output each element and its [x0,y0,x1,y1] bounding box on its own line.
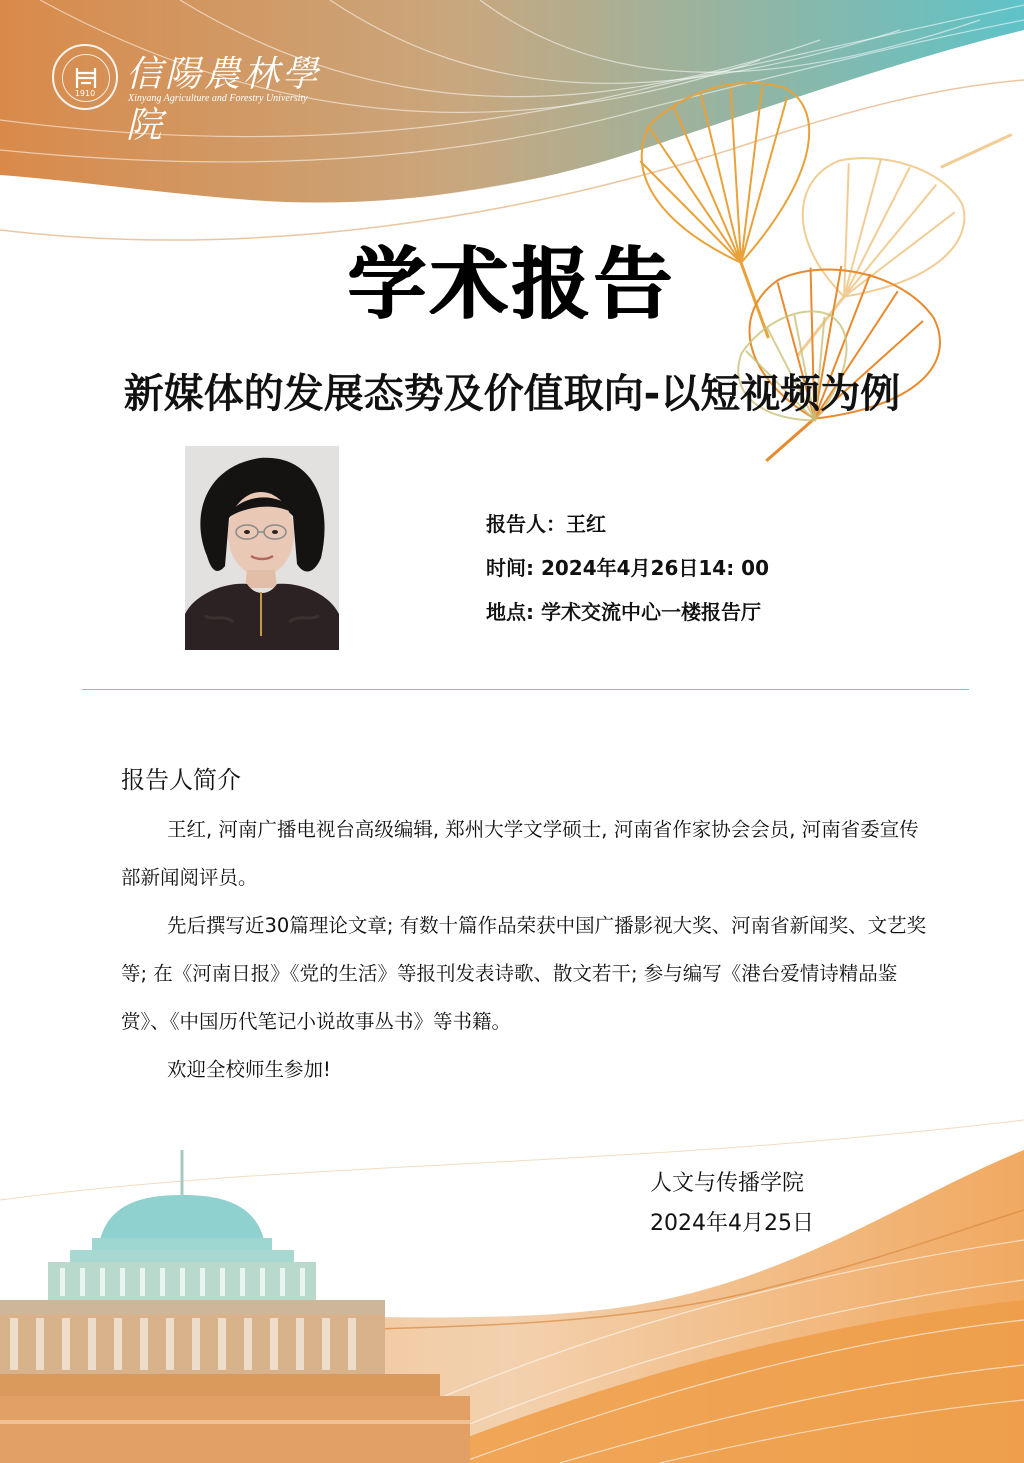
report-info [486,508,769,640]
seal-year: 1910 [74,89,96,98]
location-line: 地点: 学术交流中心一楼报告厅 [486,600,761,624]
university-seal-icon [52,44,118,110]
speaker-line: 报告人：王红 [486,512,606,536]
signature-block [650,1164,814,1244]
bio-paragraph: 先后撰写近30篇理论文章; 有数十篇作品荣获中国广播影视大奖、河南省新闻奖、文艺奖等; 在《河南日报》《党的生活》等报刊发表诗歌、散文若干; 参与编写《港台爱情诗精品鉴赏》、《中国历代笔记小说故事丛书》等书籍。 [121,914,927,1033]
university-logo [52,44,352,146]
university-name-en: Xinyang Agriculture and Forestry University [128,93,308,104]
section-divider [82,689,969,690]
bio-paragraph: 王红, 河南广播电视台高级编辑, 郑州大学文学硕士, 河南省作家协会会员, 河南省委宣传部新闻阅评员。 [121,818,919,889]
bio-body [121,806,929,1094]
report-subtitle: 新媒体的发展态势及价值取向-以短视频为例 [123,371,901,417]
organizer-name: 人文与传播学院 [650,1171,805,1196]
bio-paragraph: 欢迎全校师生参加! [167,1058,331,1081]
issue-date: 2024年4月25日 [650,1211,814,1236]
page-title: 学术报告 [347,240,676,330]
seal-emblem-icon [73,65,99,91]
bio-heading: 报告人简介 [121,766,241,794]
university-name-cn: 信陽農林學院 [126,54,322,146]
time-line: 时间: 2024年4月26日14: 00 [486,556,769,580]
speaker-photo [185,446,339,650]
